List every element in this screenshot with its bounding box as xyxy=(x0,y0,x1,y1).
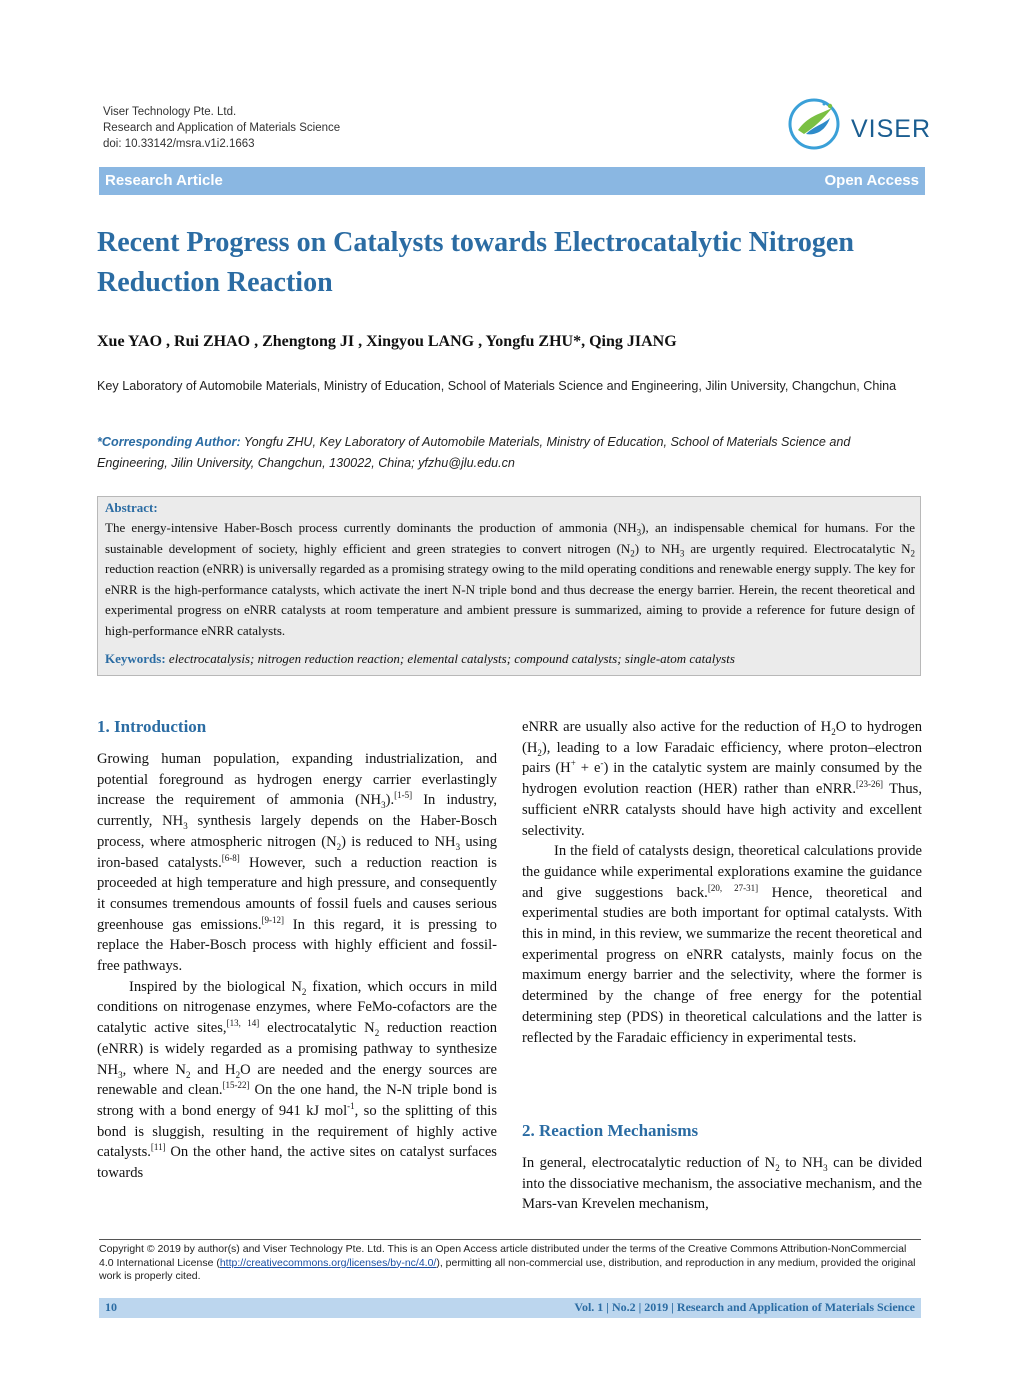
publisher-name: Viser Technology Pte. Ltd. xyxy=(103,106,237,118)
page-footer-bar xyxy=(99,1298,921,1318)
corresponding-label: *Corresponding Author: xyxy=(97,435,241,449)
left-column-text: Growing human population, expanding industrialization, and potential foreground as hydrogen energy carrier everlastingly increase the requirement of ammonia $(NH_3).[1-5]$ In industry, currently, $NH_3$ synthesis largely depends on the Haber-Bosch process, where atmospheric nitrogen $(N_2)$ is reduced to $NH_3$ using iron-based catalysts.[6-8] However, such a reduction reaction is proceeded at high temperature and high pressure, and consequently it consumes tremendous amounts of fossil fuels and causes serious greenhouse gas emissions.[9-12] In this regard, it is pressing to replace the Haber-Bosch process with highly efficient and fossil-free pathways. Inspired by the biological $N_2$ fixation, which occurs in mild conditions on nitrogenase enzymes, where FeMo-cofactors are the catalytic active sites,[13, 14] electrocatalytic $N_2$ reduction reaction (eNRR) is widely regarded as a promising pathway to synthesize $NH_3$, where $N_2$ and $H_2O$ are needed and the energy sources are renewable and clean.[15-22] On the one hand, the N-N triple bond is strong with a bond energy of 941 kJ mol$^{-1}$, so the splitting of this bond is sluggish, resulting in the requirement of highly active catalysts.[11] On the other hand, the active sites on catalyst surfaces towards xyxy=(97,751,498,1182)
section-heading-introduction: 1. Introduction xyxy=(97,717,207,736)
keywords xyxy=(105,651,735,667)
copyright-notice xyxy=(99,1243,921,1284)
copyright-text-post: ), permitting all non-commercial use, distribution, and reproduction in any medium, provided the original work is properly cited. xyxy=(99,1256,916,1282)
footer-divider xyxy=(99,1239,921,1240)
section-heading-reaction-mechanisms: 2. Reaction Mechanisms xyxy=(522,1121,699,1140)
corresponding-author xyxy=(97,432,923,474)
viser-logo-text: VISER xyxy=(851,115,932,143)
viser-logo-icon xyxy=(786,96,842,152)
keywords-label: Keywords: xyxy=(105,651,166,666)
article-title: Recent Progress on Catalysts towards Electrocatalytic Nitrogen Reduction Reaction xyxy=(97,227,854,298)
author-list: Xue YAO , Rui ZHAO , Zhengtong JI , Xingyou LANG , Yongfu ZHU*, Qing JIANG xyxy=(97,333,677,350)
copyright-text-pre: Copyright © 2019 by author(s) and Viser Technology Pte. Ltd. This is an Open Access article distributed under the terms of the Creative Commons Attribution-NonCommercial 4.0 International License ( xyxy=(99,1243,907,1269)
right-column-text: eNRR are usually also active for the reduction of $H_2O$ to hydrogen $(H_2)$, leading to a low Faradaic efficiency, where proton–electron pairs (H+ + e-) in the catalytic system are mainly consumed by the hydrogen evolution reaction (HER) rather than eNRR.[23-26] Thus, sufficient eNRR catalysts should have high activity and excellent selectivity. In the field of catalysts design, theoretical calculations provide the guidance while experimental explorations examine the guidance and give suggestions back.[20, 27-31] Hence, theoretical and experimental studies are both important for optimal catalysts. With this in mind, in this review, we summarize the recent theoretical and experimental progress on eNRR catalysts, mainly focus on the maximum energy barrier and the selectivity, where the former is determined by the change of free energy for the potential determining step (PDS) in theoretical calculations and the latter is reflected by the Faradaic efficiency in experimental tests. xyxy=(522,719,923,1046)
research-article-label: Research Article xyxy=(105,172,223,189)
doi-label: doi: xyxy=(103,138,122,150)
license-link[interactable]: http://creativecommons.org/licenses/by-nc/4.0/ xyxy=(219,1256,437,1269)
doi-line xyxy=(103,136,255,152)
affiliation: Key Laboratory of Automobile Materials, Ministry of Education, School of Materials Science and Engineering, Jilin University, Changchun, China xyxy=(97,379,897,393)
open-access-label: Open Access xyxy=(824,172,919,189)
page-number: 10 xyxy=(105,1300,117,1314)
abstract-heading: Abstract: xyxy=(105,500,158,515)
keywords-text: electrocatalysis; nitrogen reduction reaction; elemental catalysts; compound catalysts; single-atom catalysts xyxy=(165,651,735,666)
corresponding-text: Yongfu ZHU, Key Laboratory of Automobile Materials, Ministry of Education, School of Materials Science and Engineering, Jilin University, Changchun, 130022, China; yfzhu@jlu.edu.cn xyxy=(97,435,851,470)
volume-info: Vol. 1 | No.2 | 2019 | Research and Application of Materials Science xyxy=(574,1300,915,1314)
doi-value: 10.33142/msra.v1i2.1663 xyxy=(124,138,255,150)
right-column-text-2: In general, electrocatalytic reduction of $N_2$ to $NH_3$ can be divided into the dissociative mechanism, the associative mechanism, and the Mars-van Krevelen mechanism, xyxy=(522,1155,922,1213)
journal-name: Research and Application of Materials Science xyxy=(103,122,341,134)
article-type-banner xyxy=(99,167,925,195)
abstract-text: The energy-intensive Haber-Bosch process currently dominants the production of ammonia $(NH_3)$, an indispensable chemical for humans. For the sustainable development of society, highly efficient and green strategies to convert nitrogen $(N_2)$ to $NH_3$ are urgently required. Electrocatalytic $N_2$ reduction reaction (eNRR) is universally regarded as a promising strategy owing to the mild operating conditions and renewable energy supply. The key for eNRR is the high-performance catalysts, which activate the inert N-N triple bond and thus decrease the energy barrier. Herein, the recent theoretical and experimental progress on eNRR catalysts at room temperature and ambient pressure is summarized, aiming to provide a reference for future design of high-performance eNRR catalysts. xyxy=(105,520,916,638)
